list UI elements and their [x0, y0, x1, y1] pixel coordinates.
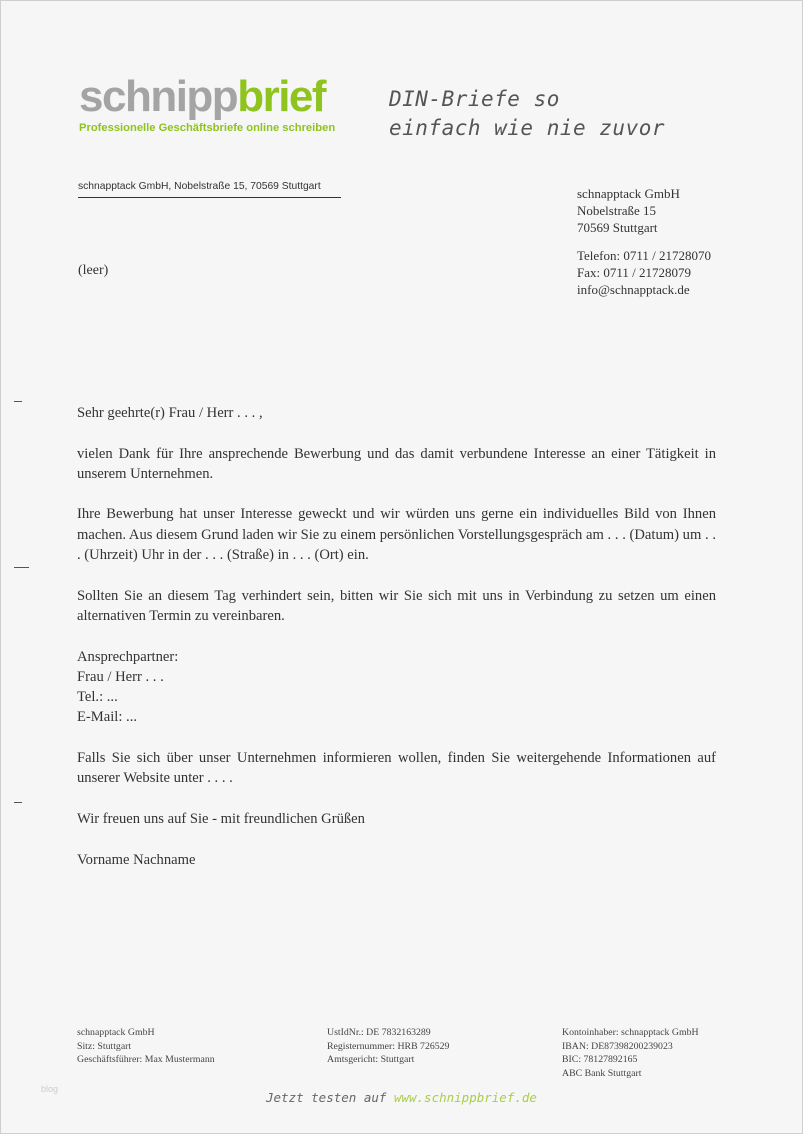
slogan-line-2: einfach wie nie zuvor — [389, 116, 666, 140]
sender-contact-block — [577, 185, 711, 298]
salutation: Sehr geehrte(r) Frau / Herr . . . , — [77, 405, 263, 421]
fold-mark-bottom — [14, 802, 22, 803]
contact-person-tel: Tel.: ... — [77, 689, 118, 706]
contact-city: 70569 Stuttgart — [577, 220, 658, 235]
recipient-address: (leer) — [78, 263, 109, 278]
footer-line: UstIdNr.: DE 7832163289 — [327, 1027, 431, 1038]
signature: Vorname Nachname — [77, 851, 196, 868]
paragraph-3: Sollten Sie an diesem Tag verhindert sein, bitten wir Sie sich mit uns in Verbindung zu setzen um einen alternativen Termin zu vereinbaren. — [77, 587, 716, 624]
watermark: blog — [41, 1084, 59, 1094]
logo-tagline: Professionelle Geschäftsbriefe online schreiben — [79, 122, 336, 134]
logo-wordmark — [79, 72, 335, 121]
cta-website-link[interactable]: www.schnippbrief.de — [393, 1090, 537, 1105]
slogan — [389, 85, 665, 143]
footer-line: BIC: 78127892165 — [562, 1054, 638, 1066]
cta-text: Jetzt testen auf — [266, 1090, 394, 1105]
footer-line: Amtsgericht: Stuttgart — [327, 1054, 415, 1066]
footer-line: Registernummer: HRB 726529 — [327, 1040, 450, 1052]
sender-return-address: schnapptack GmbH, Nobelstraße 15, 70569 Stuttgart — [78, 181, 341, 198]
punch-mark — [14, 567, 29, 568]
fold-mark-top — [14, 401, 22, 402]
contact-fax: Fax: 0711 / 21728079 — [577, 265, 691, 280]
cta-line — [266, 1090, 537, 1105]
paragraph-2: Ihre Bewerbung hat unser Interesse geweckt und wir würden uns gerne ein individuelles Bild von Ihnen machen. Aus diesem Grund laden wir Sie zu einem persönlichen Vorstellungsgespräch am . . . (Datum) um . . . (Uhrzeit) Uhr in der . . . (Straße) in . . . (Ort) ein. — [77, 506, 716, 564]
slogan-line-1: DIN-Briefe so — [389, 87, 560, 111]
contact-person-label: Ansprechpartner: — [77, 648, 179, 665]
paragraph-1: vielen Dank für Ihre ansprechende Bewerbung und das damit verbundene Interesse an einer Tätigkeit in unserem Unternehmen. — [77, 445, 716, 482]
footer-line: Sitz: Stuttgart — [77, 1040, 132, 1052]
footer-company-info — [77, 1026, 215, 1067]
footer-line: ABC Bank Stuttgart — [562, 1068, 642, 1080]
footer-bank-info — [562, 1026, 699, 1081]
contact-company: schnapptack GmbH — [577, 186, 680, 201]
footer-line: Kontoinhaber: schnapptack GmbH — [562, 1027, 699, 1038]
contact-person-name: Frau / Herr . . . — [77, 668, 164, 685]
paragraph-4: Falls Sie sich über unser Unternehmen informieren wollen, finden Sie weitergehende Informationen auf unserer Website unter . . . . — [77, 750, 716, 787]
footer-line: schnapptack GmbH — [77, 1027, 155, 1038]
footer-line: Geschäftsführer: Max Mustermann — [77, 1054, 215, 1066]
footer-registry-info — [327, 1026, 449, 1067]
contact-street: Nobelstraße 15 — [577, 203, 657, 218]
contact-email: info@schnapptack.de — [577, 282, 690, 297]
closing: Wir freuen uns auf Sie - mit freundlichen Grüßen — [77, 810, 365, 827]
footer-line: IBAN: DE87398200239023 — [562, 1040, 673, 1052]
letter-body — [77, 403, 716, 890]
contact-phone: Telefon: 0711 / 21728070 — [577, 248, 712, 263]
contact-person-email: E-Mail: ... — [77, 709, 137, 726]
logo-part-brief: brief — [237, 72, 326, 121]
schnippbrief-logo — [79, 72, 336, 134]
logo-part-schnipp: schnipp — [79, 72, 238, 121]
